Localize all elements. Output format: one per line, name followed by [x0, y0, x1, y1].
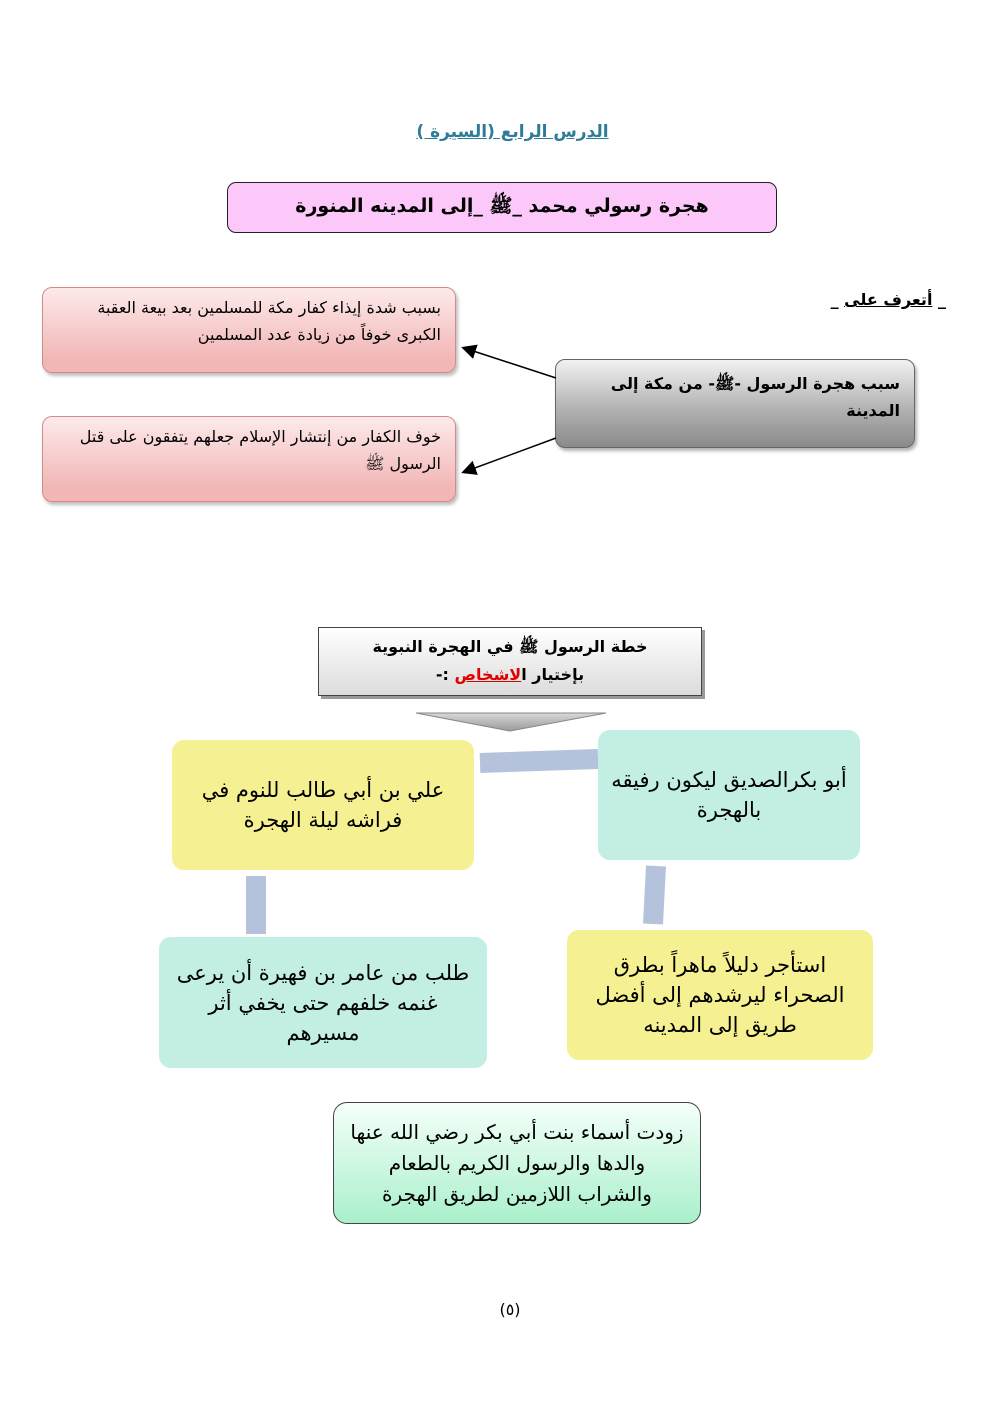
arrow-to-reason-2 — [464, 438, 556, 472]
arrow-to-reason-1 — [464, 348, 556, 378]
plan-line-2-suffix: :- — [435, 665, 455, 684]
plan-down-arrow — [416, 713, 606, 731]
node-ali-text: علي بن أبي طالب للنوم في فراشه ليلة الهجرة — [201, 778, 445, 832]
plan-line-1: خطة الرسول ﷺ في الهجرة النبوية — [372, 637, 648, 656]
reason-2-text: خوف الكفار من إنتشار الإسلام جعلهم يتفقون على قتل الرسول ﷺ — [79, 427, 441, 473]
page-number: (٥) — [499, 1300, 521, 1319]
cause-text: سبب هجرة الرسول -ﷺ- من مكة إلى المدينة — [610, 374, 900, 420]
plan-line-2 — [319, 661, 701, 689]
learn-label-text: أتعرف على — [844, 290, 933, 309]
reason-1-text: بسبب شدة إيذاء كفار مكة للمسلمين بعد بيعة العقبة الكبرى خوفاً من زيادة عدد المسلمين — [97, 298, 441, 344]
node-asma-text: زودت أسماء بنت أبي بكر رضي الله عنها والدها والرسول الكريم بالطعام والشراب اللازمين لطريق الهجرة — [350, 1119, 684, 1206]
node-abu-bakr-text: أبو بكرالصديق ليكون رفيقه بالهجرة — [611, 768, 847, 822]
node-amer — [159, 937, 487, 1068]
connector-right — [653, 866, 656, 924]
node-guide — [567, 930, 873, 1060]
node-abu-bakr — [598, 730, 860, 860]
main-title: هجرة رسولي محمد _ﷺ _إلى المدينه المنورة — [295, 194, 709, 217]
node-amer-text: طلب من عامر بن فهيرة أن يرعى غنمه خلفهم حتى يخفي أثر مسيرهم — [176, 960, 470, 1045]
node-ali — [172, 740, 474, 870]
plan-box — [318, 627, 702, 696]
connector-top — [480, 759, 598, 763]
node-asma — [333, 1102, 701, 1224]
lesson-title: الدرس الرابع (السيرة ) — [416, 122, 609, 142]
learn-label-suffix: _ — [830, 290, 845, 309]
plan-highlight-word: لاشخاص — [454, 665, 522, 684]
learn-label-prefix: _ — [932, 290, 946, 309]
node-guide-text: استأجر دليلاً ماهراً بطرق الصحراء ليرشدهم إلى أفضل طريق إلى المدينه — [595, 953, 845, 1037]
plan-line-2-prefix: بإختيار ا — [521, 665, 585, 684]
